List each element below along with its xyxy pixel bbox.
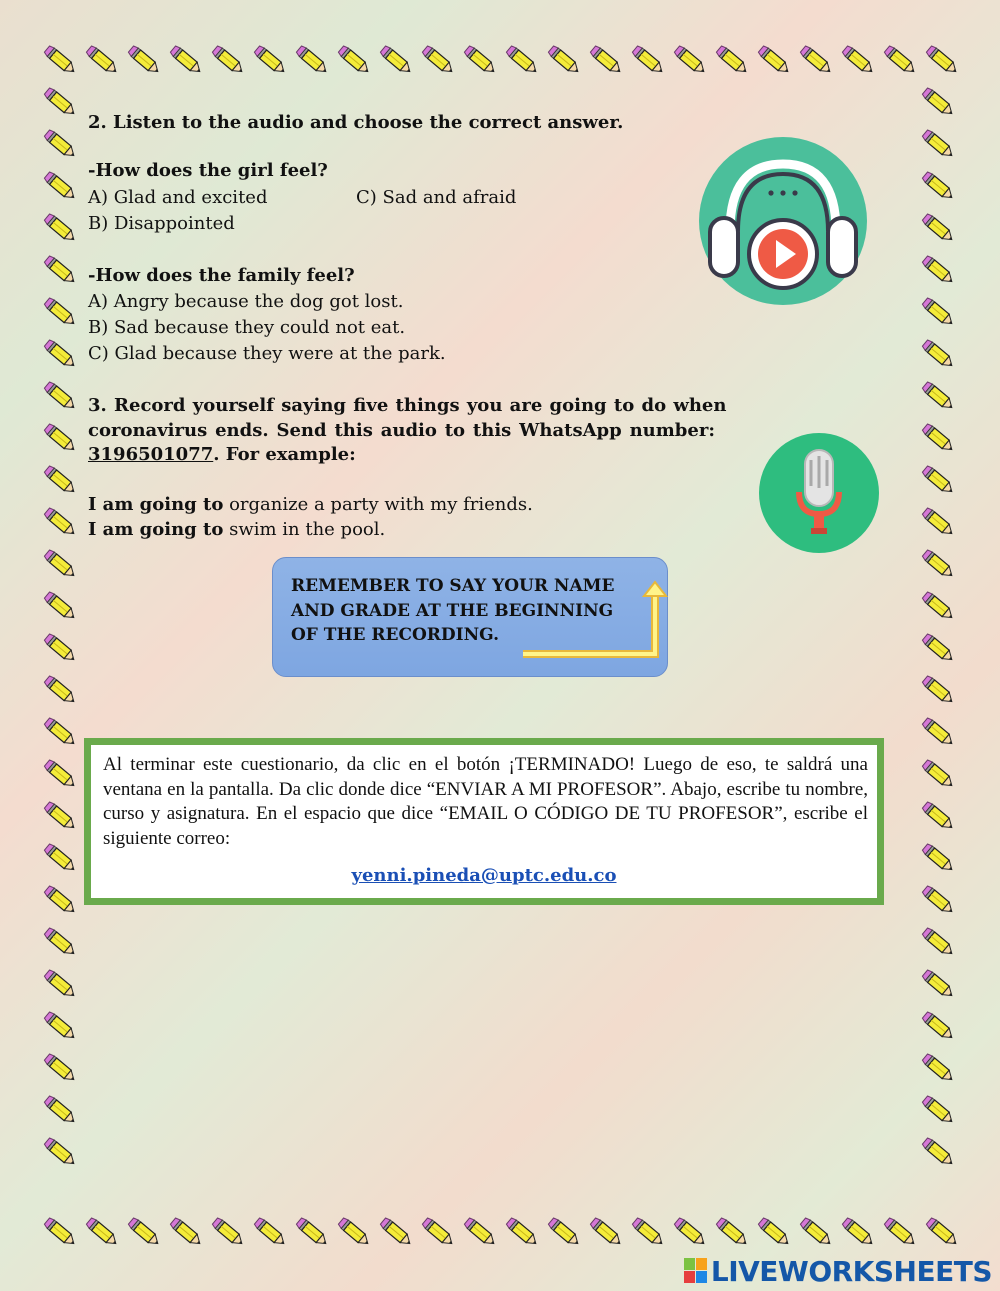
pencil-icon	[921, 171, 955, 202]
question-family: -How does the family feel?	[88, 265, 355, 286]
pencil-icon	[379, 45, 413, 76]
pencil-icon	[921, 1053, 955, 1084]
option-b-family[interactable]: B) Sad because they could not eat.	[88, 317, 406, 338]
pencil-icon	[43, 1011, 77, 1042]
pencil-icon	[715, 1217, 749, 1248]
pencil-icon	[43, 381, 77, 412]
pencil-icon	[921, 801, 955, 832]
pencil-icon	[127, 45, 161, 76]
pencil-icon	[337, 45, 371, 76]
pencil-icon	[921, 507, 955, 538]
pencil-icon	[463, 1217, 497, 1248]
whatsapp-number: 3196501077	[88, 444, 214, 465]
option-a-girl[interactable]: A) Glad and excited	[88, 187, 268, 208]
pencil-icon	[253, 45, 287, 76]
section3-line1: 3. Record yourself saying five things you are going to do when	[88, 395, 727, 416]
reminder-box	[272, 557, 668, 677]
pencil-icon	[43, 843, 77, 874]
pencil-icon	[921, 1137, 955, 1168]
option-c-girl[interactable]: C) Sad and afraid	[356, 187, 517, 208]
liveworksheets-text: LIVEWORKSHEETS	[710, 1254, 992, 1288]
pencil-icon	[921, 297, 955, 328]
pencil-icon	[43, 633, 77, 664]
pencil-icon	[925, 45, 959, 76]
microphone-icon[interactable]	[758, 432, 880, 554]
pencil-icon	[505, 45, 539, 76]
pencil-icon	[421, 45, 455, 76]
arrow-up-icon	[513, 578, 673, 664]
pencil-icon	[883, 45, 917, 76]
pencil-icon	[921, 87, 955, 118]
pencil-icon	[43, 507, 77, 538]
pencil-icon	[921, 759, 955, 790]
pencil-icon	[921, 675, 955, 706]
pencil-icon	[379, 1217, 413, 1248]
pencil-icon	[43, 87, 77, 118]
pencil-icon	[295, 1217, 329, 1248]
pencil-icon	[631, 1217, 665, 1248]
pencil-icon	[463, 45, 497, 76]
section2-title: 2. Listen to the audio and choose the correct answer.	[88, 112, 624, 133]
pencil-icon	[43, 423, 77, 454]
pencil-icon	[799, 45, 833, 76]
pencil-icon	[799, 1217, 833, 1248]
pencil-icon	[43, 969, 77, 1000]
pencil-icon	[43, 255, 77, 286]
pencil-icon	[505, 1217, 539, 1248]
pencil-icon	[43, 885, 77, 916]
pencil-icon	[127, 1217, 161, 1248]
pencil-icon	[921, 255, 955, 286]
pencil-icon	[43, 717, 77, 748]
pencil-icon	[757, 1217, 791, 1248]
pencil-icon	[85, 1217, 119, 1248]
section3-line2: coronavirus ends. Send this audio to this WhatsApp number:	[88, 420, 715, 441]
pencil-icon	[43, 549, 77, 580]
pencil-icon	[43, 171, 77, 202]
pencil-icon	[43, 1137, 77, 1168]
pencil-icon	[673, 1217, 707, 1248]
pencil-icon	[841, 1217, 875, 1248]
example-2-rest: swim in the pool.	[223, 519, 386, 540]
pencil-icon	[757, 45, 791, 76]
pencil-icon	[715, 45, 749, 76]
pencil-icon	[921, 339, 955, 370]
example-2-bold: I am going to	[88, 519, 224, 540]
for-example-text: . For example:	[213, 444, 356, 465]
teacher-email-link[interactable]: yenni.pineda@uptc.edu.co	[351, 865, 617, 886]
pencil-icon	[211, 45, 245, 76]
pencil-icon	[43, 45, 77, 76]
pencil-icon	[169, 1217, 203, 1248]
example-1-rest: organize a party with my friends.	[223, 494, 533, 515]
example-2	[88, 517, 385, 543]
reminder-text: REMEMBER TO SAY YOUR NAME AND GRADE AT THE BEGINNING OF THE RECORDING.	[291, 576, 615, 645]
option-b-girl[interactable]: B) Disappointed	[88, 213, 235, 234]
pencil-icon	[921, 927, 955, 958]
pencil-icon	[921, 717, 955, 748]
pencil-icon	[589, 45, 623, 76]
pencil-icon	[421, 1217, 455, 1248]
pencil-icon	[43, 591, 77, 622]
pencil-icon	[43, 213, 77, 244]
pencil-icon	[43, 1095, 77, 1126]
pencil-icon	[883, 1217, 917, 1248]
pencil-icon	[921, 129, 955, 160]
pencil-icon	[921, 423, 955, 454]
pencil-icon	[43, 1217, 77, 1248]
pencil-icon	[921, 591, 955, 622]
pencil-icon	[921, 843, 955, 874]
pencil-icon	[547, 45, 581, 76]
pencil-icon	[43, 927, 77, 958]
pencil-icon	[631, 45, 665, 76]
pencil-icon	[921, 1095, 955, 1126]
pencil-icon	[921, 549, 955, 580]
pencil-icon	[921, 633, 955, 664]
pencil-icon	[43, 297, 77, 328]
pencil-icon	[921, 465, 955, 496]
pencil-icon	[43, 465, 77, 496]
instructions-box	[84, 738, 884, 905]
pencil-icon	[43, 759, 77, 790]
pencil-icon	[547, 1217, 581, 1248]
pencil-icon	[43, 675, 77, 706]
pencil-icon	[85, 45, 119, 76]
example-1	[88, 492, 533, 518]
pencil-icon	[43, 801, 77, 832]
question-girl: -How does the girl feel?	[88, 160, 328, 181]
live-badge-icon	[684, 1258, 708, 1284]
pencil-icon	[921, 213, 955, 244]
pencil-icon	[295, 45, 329, 76]
pencil-icon	[337, 1217, 371, 1248]
pencil-icon	[589, 1217, 623, 1248]
pencil-icon	[921, 969, 955, 1000]
pencil-icon	[253, 1217, 287, 1248]
pencil-icon	[925, 1217, 959, 1248]
option-a-family[interactable]: A) Angry because the dog got lost.	[88, 291, 404, 312]
section3-line3	[88, 444, 356, 465]
pencil-icon	[841, 45, 875, 76]
pencil-icon	[921, 381, 955, 412]
pencil-icon	[169, 45, 203, 76]
pencil-icon	[211, 1217, 245, 1248]
liveworksheets-logo[interactable]	[684, 1254, 992, 1288]
option-c-family[interactable]: C) Glad because they were at the park.	[88, 343, 446, 364]
headphones-play-icon[interactable]	[698, 136, 868, 306]
pencil-icon	[43, 339, 77, 370]
example-1-bold: I am going to	[88, 494, 224, 515]
pencil-icon	[673, 45, 707, 76]
pencil-icon	[921, 1011, 955, 1042]
pencil-icon	[921, 885, 955, 916]
pencil-icon	[43, 129, 77, 160]
pencil-icon	[43, 1053, 77, 1084]
instructions-text: Al terminar este cuestionario, da clic en el botón ¡TERMINADO! Luego de eso, te saldrá una ventana en la pantalla. Da clic donde dice “ENVIAR A MI PROFESOR”. Abajo, escribe tu nombre, curso y asignatura. En el espacio que dice “EMAIL O CÓDIGO DE TU PROFESOR”, escribe el siguiente correo:	[103, 754, 868, 849]
